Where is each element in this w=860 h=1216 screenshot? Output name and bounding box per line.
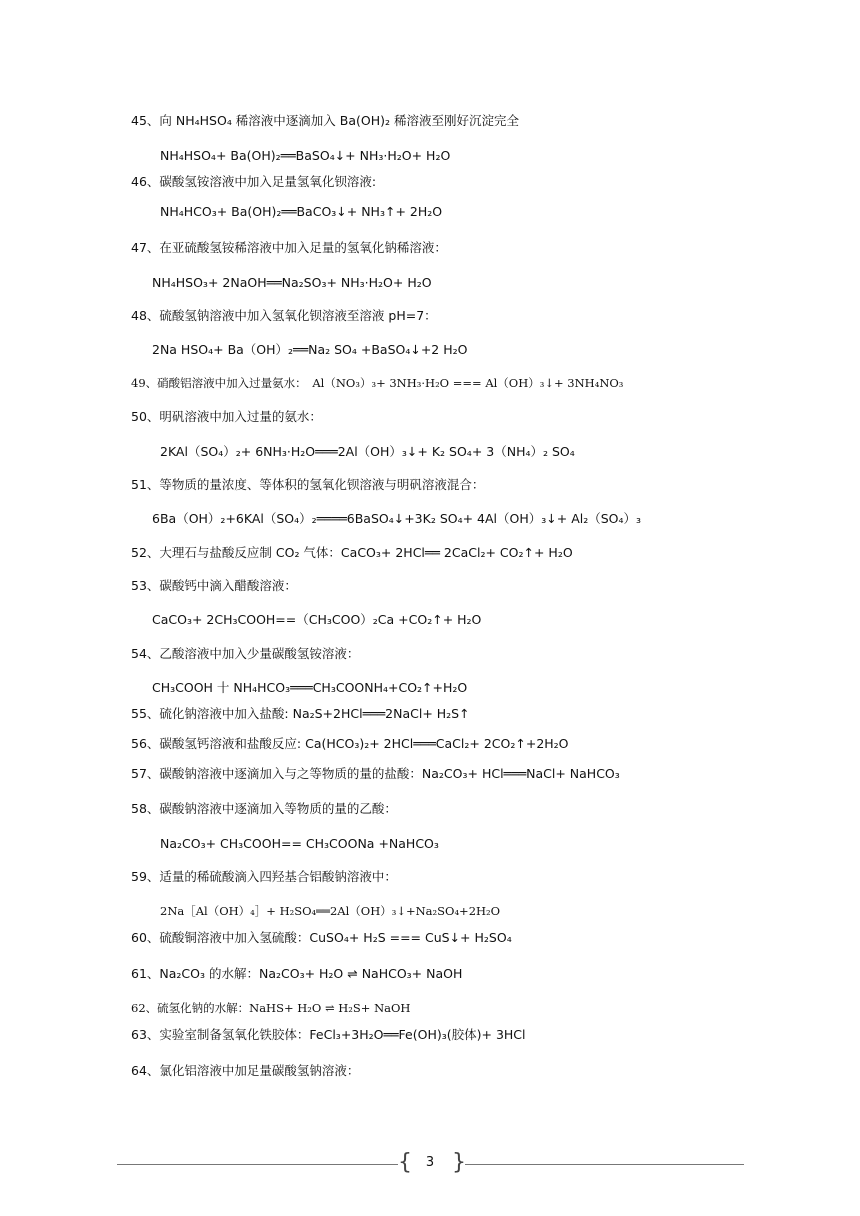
- text-line: NH₄HCO₃+ Ba(OH)₂══BaCO₃↓+ NH₃↑+ 2H₂O: [160, 204, 443, 219]
- text-line: CaCO₃+ 2CH₃COOH==（CH₃COO）₂Ca +CO₂↑+ H₂O: [152, 612, 482, 627]
- text-line: 45、向 NH₄HSO₄ 稀溶液中逐滴加入 Ba(OH)₂ 稀溶液至刚好沉淀完全: [131, 113, 519, 128]
- text-line: 51、等物质的量浓度、等体积的氢氧化钡溶液与明矾溶液混合：: [131, 477, 485, 492]
- text-line: 56、碳酸氢钙溶液和盐酸反应: Ca(HCO₃)₂+ 2HCl═══CaCl₂+ 2CO₂↑+2H₂O: [131, 736, 569, 751]
- footer-brace-left: {: [398, 1150, 412, 1175]
- text-line: 48、硫酸氢钠溶液中加入氢氧化钡溶液至溶液 pH=7：: [131, 308, 437, 323]
- text-line: 47、在亚硫酸氢铵稀溶液中加入足量的氢氧化钠稀溶液：: [131, 240, 447, 255]
- text-line: 63、实验室制备氢氧化铁胶体：FeCl₃+3H₂O══Fe(OH)₃(胶体)+ 3HCl: [131, 1027, 526, 1042]
- text-line: Na₂CO₃+ CH₃COOH== CH₃COONa +NaHCO₃: [160, 836, 439, 851]
- text-line: 49、硝酸铝溶液中加入过量氨水： Al（NO₃）₃+ 3NH₃·H₂O === Al（OH）₃↓+ 3NH₄NO₃: [131, 376, 624, 390]
- footer-rule-left: [117, 1164, 398, 1165]
- footer-brace-right: }: [452, 1150, 466, 1175]
- text-line: 6Ba（OH）₂+6KAl（SO₄）₂════6BaSO₄↓+3K₂ SO₄+ 4Al（OH）₃↓+ Al₂（SO₄）₃: [152, 511, 642, 526]
- text-line: 2Na HSO₄+ Ba（OH）₂══Na₂ SO₄ +BaSO₄↓+2 H₂O: [152, 342, 468, 357]
- text-line: 2Na［Al（OH）₄］+ H₂SO₄══2Al（OH）₃↓+Na₂SO₄+2H₂O: [160, 904, 501, 918]
- text-line: 52、大理石与盐酸反应制 CO₂ 气体：CaCO₃+ 2HCl══ 2CaCl₂+ CO₂↑+ H₂O: [131, 545, 573, 560]
- text-line: NH₄HSO₄+ Ba(OH)₂══BaSO₄↓+ NH₃·H₂O+ H₂O: [160, 148, 451, 163]
- text-line: 57、碳酸钠溶液中逐滴加入与之等物质的量的盐酸：Na₂CO₃+ HCl═══NaCl+ NaHCO₃: [131, 766, 620, 781]
- text-line: 61、Na₂CO₃ 的水解：Na₂CO₃+ H₂O ⇌ NaHCO₃+ NaOH: [131, 966, 463, 981]
- text-line: 58、碳酸钠溶液中逐滴加入等物质的量的乙酸：: [131, 801, 397, 816]
- text-line: 64、氯化铝溶液中加足量碳酸氢钠溶液：: [131, 1063, 360, 1078]
- text-line: 55、硫化钠溶液中加入盐酸: Na₂S+2HCl═══2NaCl+ H₂S↑: [131, 706, 470, 721]
- text-line: 50、明矾溶液中加入过量的氨水：: [131, 409, 322, 424]
- text-line: 54、乙酸溶液中加入少量碳酸氢铵溶液：: [131, 646, 360, 661]
- text-line: NH₄HSO₃+ 2NaOH══Na₂SO₃+ NH₃·H₂O+ H₂O: [152, 275, 432, 290]
- footer-rule-right: [465, 1164, 744, 1165]
- text-line: CH₃COOH 十 NH₄HCO₃═══CH₃COONH₄+CO₂↑+H₂O: [152, 680, 468, 695]
- text-line: 46、碳酸氢铵溶液中加入足量氢氧化钡溶液:: [131, 174, 377, 189]
- text-line: 59、适量的稀硫酸滴入四羟基合铝酸钠溶液中：: [131, 869, 397, 884]
- page-number: 3: [425, 1155, 435, 1170]
- text-line: 62、硫氢化钠的水解：NaHS+ H₂O ⇌ H₂S+ NaOH: [131, 1001, 411, 1015]
- text-line: 60、硫酸铜溶液中加入氢硫酸：CuSO₄+ H₂S === CuS↓+ H₂SO₄: [131, 930, 512, 945]
- text-line: 2KAl（SO₄）₂+ 6NH₃·H₂O═══2Al（OH）₃↓+ K₂ SO₄+ 3（NH₄）₂ SO₄: [160, 444, 575, 459]
- text-line: 53、碳酸钙中滴入醋酸溶液：: [131, 578, 297, 593]
